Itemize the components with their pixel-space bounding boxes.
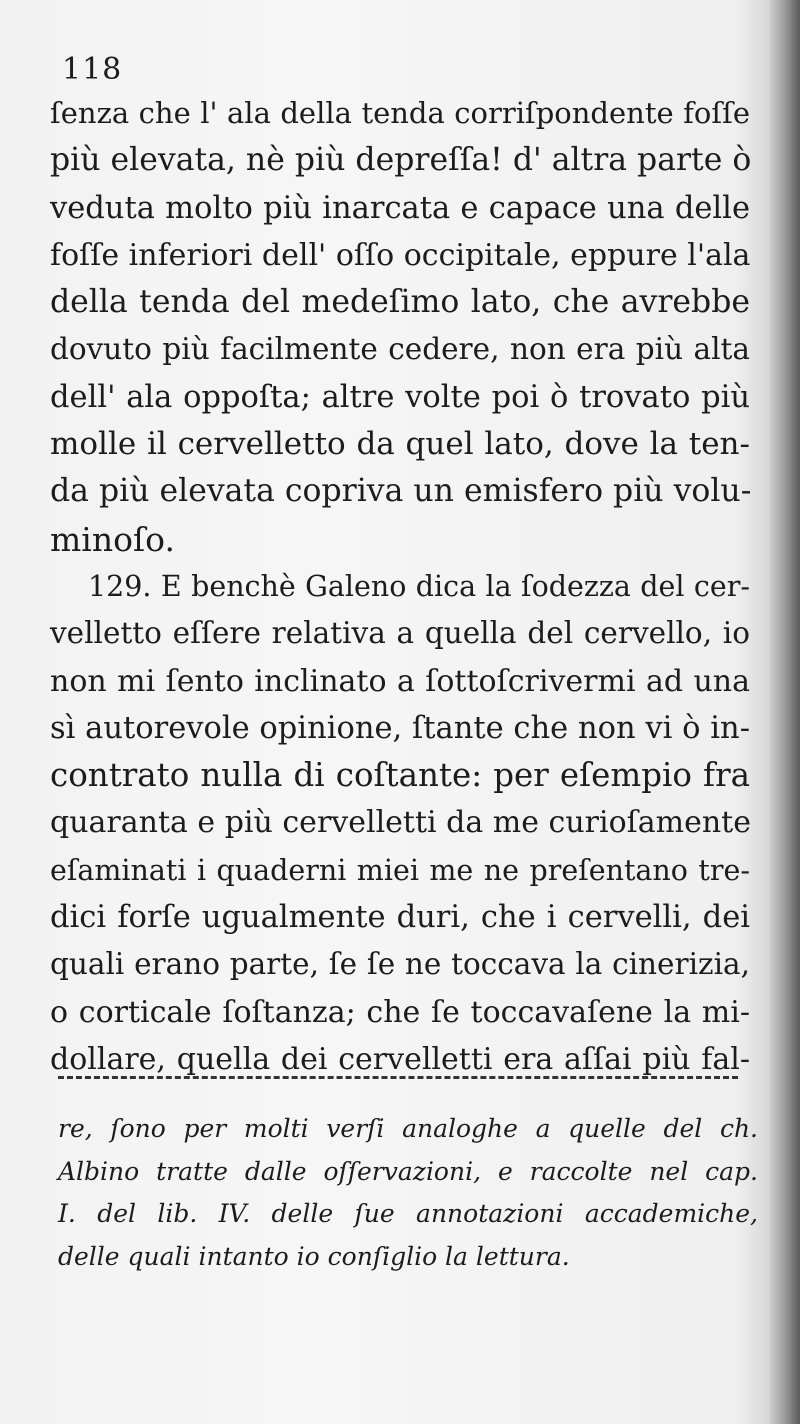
footnote-line: re, ſono per molti verſi analoghe a quelle del ch. (58, 1114, 758, 1143)
body-line: ſenza che l' ala della tenda corriſpondente foſſe (50, 96, 750, 130)
body-line: più elevata, nè più depreſſa! d' altra parte ò (50, 142, 752, 179)
body-line: foſſe inferiori dell' oſſo occipitale, eppure l'ala (50, 237, 751, 273)
footnote (58, 1108, 758, 1278)
footnote-line: Albino tratte dalle oſſervazioni, e raccolte nel cap. (58, 1156, 758, 1186)
body-line: dollare, quella dei cervelletti era aſſai più fal- (50, 1041, 750, 1077)
body-line: molle il cervelletto da quel lato, dove la ten- (50, 426, 750, 463)
body-line: minoſo. (50, 519, 175, 559)
body-line: sì autorevole opinione, ſtante che non vi ò in- (50, 710, 750, 746)
body-line: velletto eſſere relativa a quella del cervello, io (50, 616, 750, 651)
body-line: della tenda del medeſimo lato, che avrebbe (50, 284, 750, 321)
body-line: contrato nulla di coſtante: per eſempio fra (50, 756, 750, 795)
body-line: veduta molto più inarcata e capace una delle (50, 190, 750, 226)
body-line: da più elevata copriva un emisfero più volu- (50, 473, 752, 510)
paragraph-start-line: 129. E benchè Galeno dica la ſodezza del cer- (88, 569, 750, 603)
body-line: quaranta e più cervelletti da me curioſamente (50, 805, 751, 841)
body-line: non mi ſento inclinato a ſottoſcrivermi ad una (50, 663, 750, 699)
body-line: eſaminati i quaderni miei me ne preſentano tre- (50, 853, 750, 887)
body-line: dovuto più facilmente cedere, non era più alta (50, 332, 750, 367)
body-line: quali erano parte, ſe ſe ne toccava la cinerizia, (50, 947, 750, 982)
body-line: dici forſe ugualmente duri, che i cervelli, dei (50, 900, 750, 936)
footnote-line: delle quali intanto io conſiglio la lettura. (58, 1241, 570, 1271)
body-text (50, 90, 750, 1083)
body-line: dell' ala oppoſta; altre volte poi ò trovato più (50, 379, 750, 415)
body-line: o corticale ſoſtanza; che ſe toccavaſene la mi- (50, 994, 750, 1030)
footnote-separator-rule (58, 1076, 738, 1079)
footnote-line: I. del lib. IV. delle ſue annotazioni accademiche, (58, 1199, 758, 1228)
page-number: 118 (62, 52, 123, 87)
book-spine-shadow (770, 0, 800, 1424)
